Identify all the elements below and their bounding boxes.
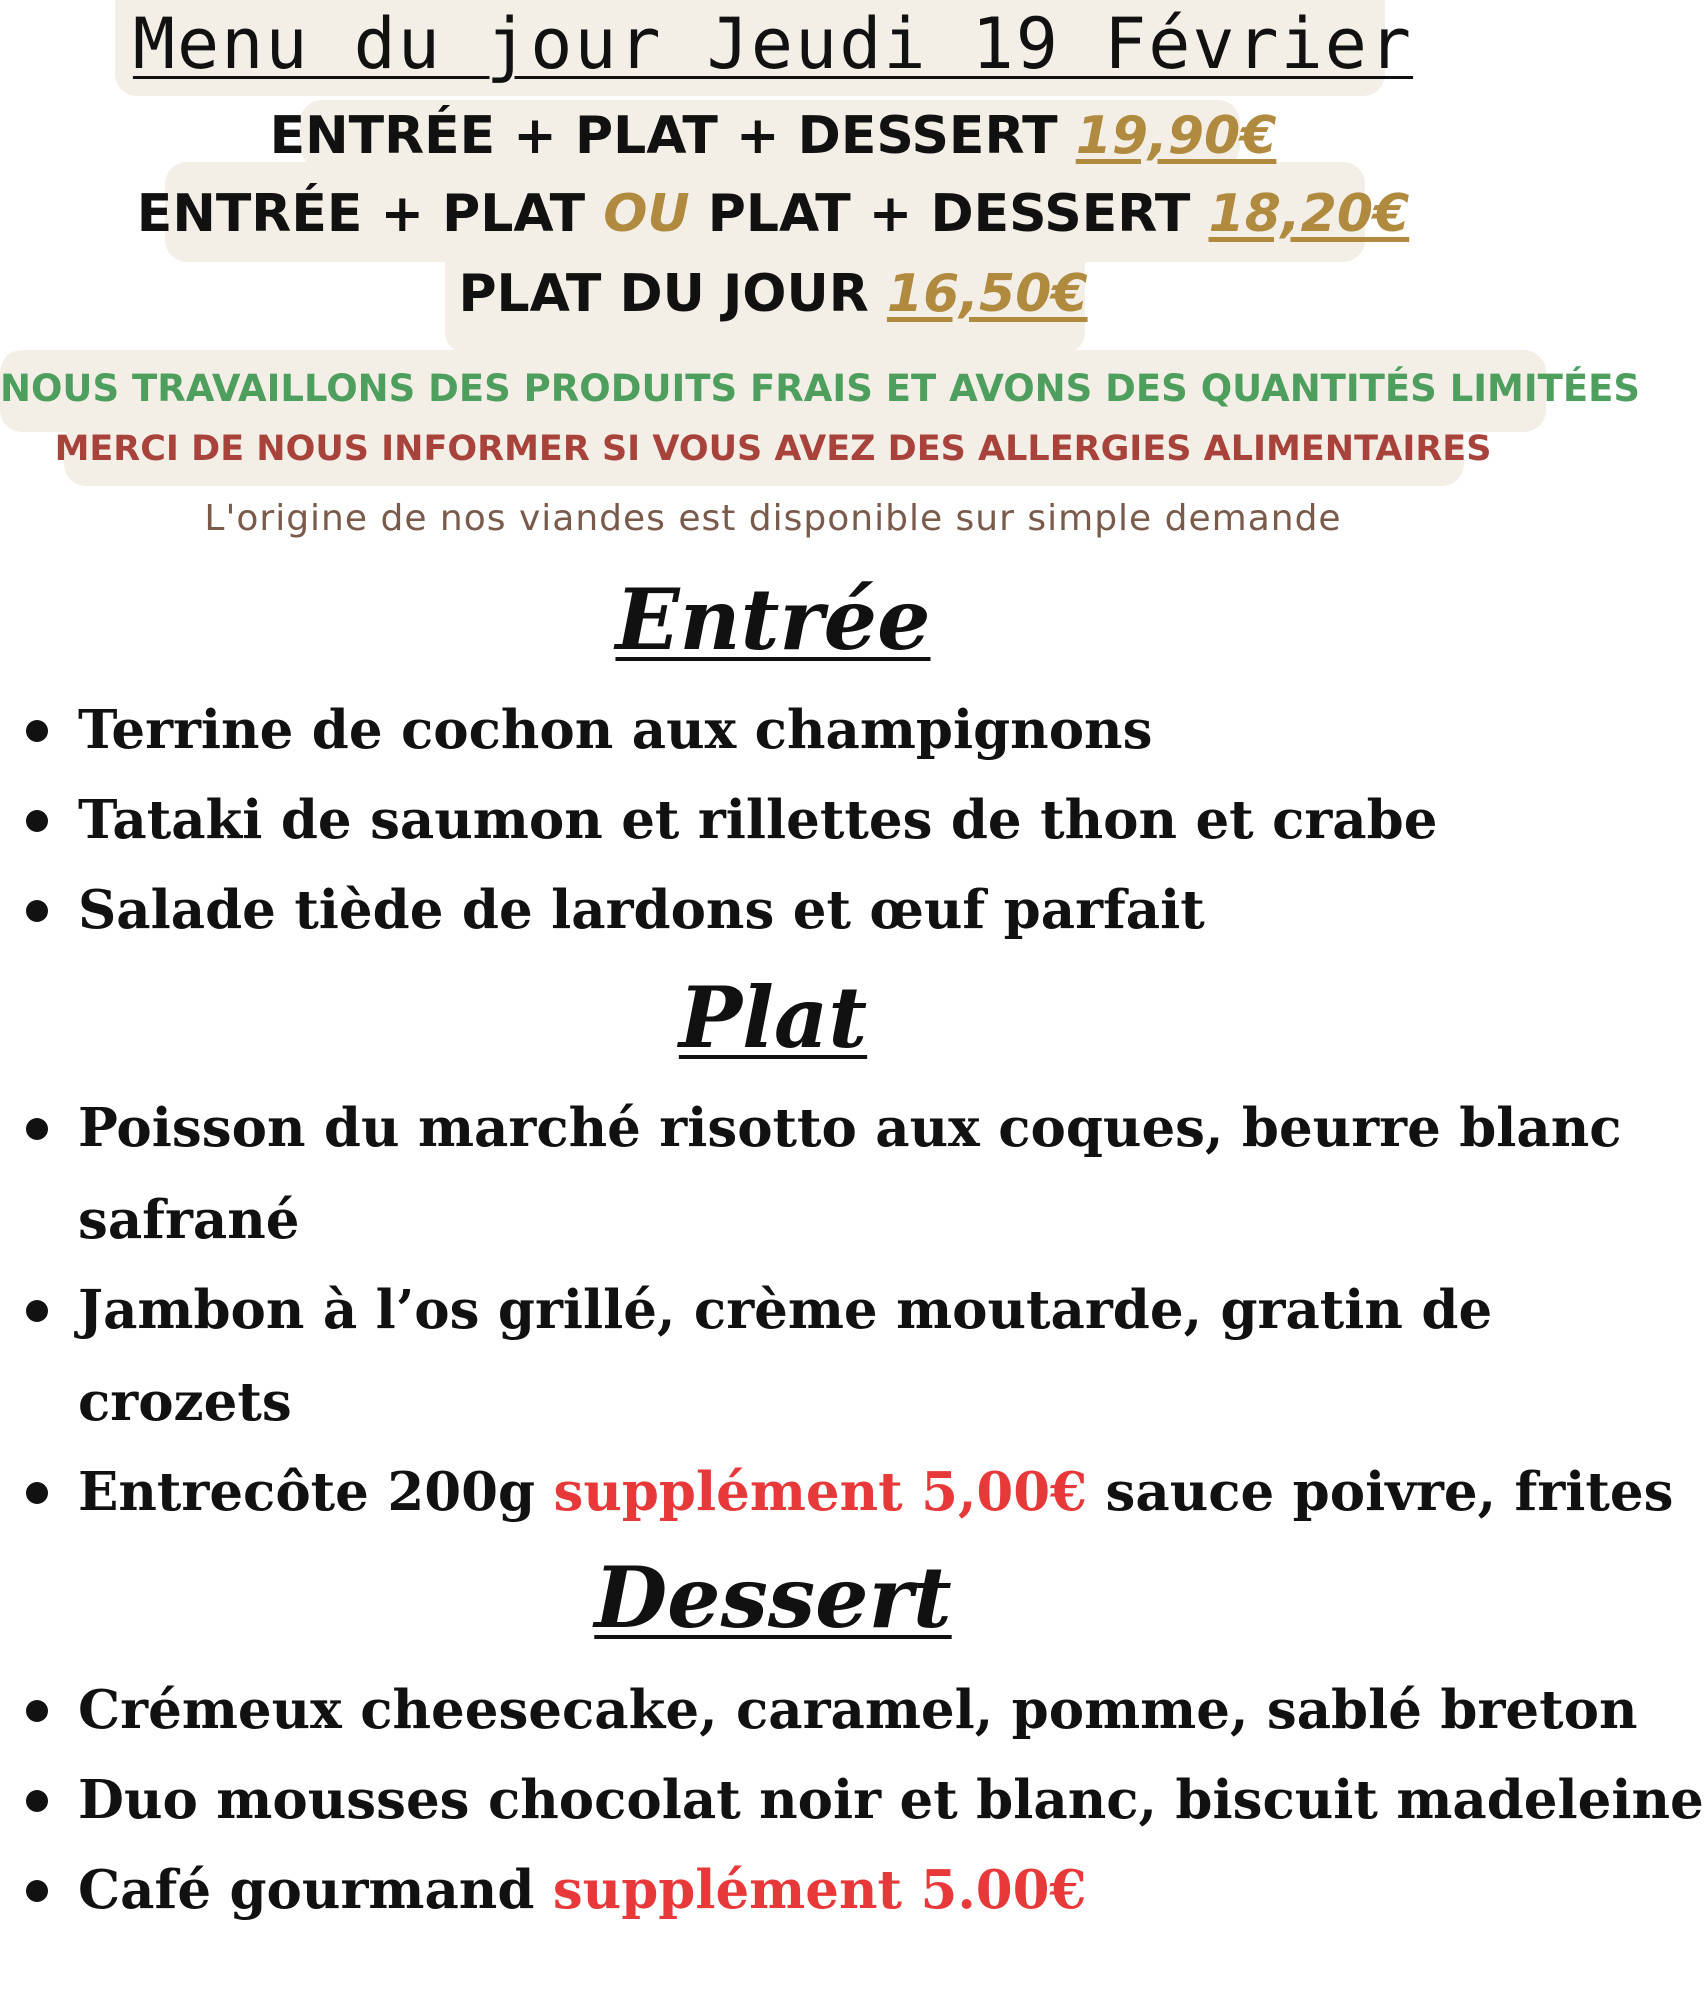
dessert-item: Duo mousses chocolat noir et blanc, biscuit madeleine — [78, 1769, 1704, 1831]
formula-entree-plat-or-plat-dessert — [0, 182, 1546, 246]
formula-price: 18,20€ — [1208, 184, 1410, 244]
plat-item-line1: Jambon à l’os grillé, crème moutarde, gratin de — [78, 1279, 1493, 1341]
entree-item: Tataki de saumon et rillettes de thon et crabe — [78, 789, 1438, 851]
item-text: Café gourmand — [78, 1859, 553, 1921]
plat-item-line1: Poisson du marché risotto aux coques, beurre blanc — [78, 1097, 1622, 1159]
meat-origin-note: L'origine de nos viandes est disponible sur simple demande — [204, 498, 1342, 539]
dessert-item — [78, 1844, 1538, 1936]
bullet-icon — [26, 1880, 48, 1902]
fresh-products-notice: NOUS TRAVAILLONS DES PRODUITS FRAIS ET AVONS DES QUANTITÉS LIMITÉES — [0, 367, 1641, 410]
plat-item — [78, 1082, 1622, 1266]
formula-price: 19,90€ — [1075, 106, 1277, 166]
bullet-icon — [26, 1700, 48, 1722]
item-text: sauce poivre, frites — [1087, 1461, 1674, 1523]
section-title-dessert: Dessert — [594, 1548, 952, 1647]
plat-item — [78, 1264, 1538, 1448]
item-text: Entrecôte 200g — [78, 1461, 554, 1523]
formula-connector: OU — [603, 184, 690, 244]
bullet-icon — [26, 1482, 48, 1504]
bullet-icon — [26, 900, 48, 922]
section-title-plat: Plat — [678, 968, 868, 1067]
bullet-icon — [26, 1300, 48, 1322]
bullet-icon — [26, 810, 48, 832]
supplement-price: supplément 5,00€ — [553, 1461, 1088, 1523]
entree-item: Salade tiède de lardons et œuf parfait — [78, 879, 1205, 941]
allergy-notice: MERCI DE NOUS INFORMER SI VOUS AVEZ DES ALLERGIES ALIMENTAIRES — [54, 429, 1492, 469]
formula-entree-plat-dessert — [0, 104, 1546, 168]
entree-item: Terrine de cochon aux champignons — [78, 699, 1153, 761]
formula-label-a: ENTRÉE + PLAT — [136, 184, 586, 244]
bullet-icon — [26, 1790, 48, 1812]
supplement-price: supplément 5.00€ — [552, 1859, 1087, 1921]
plat-item-line2: crozets — [78, 1371, 292, 1433]
formula-price: 16,50€ — [886, 264, 1088, 324]
menu-title: Menu du jour Jeudi 19 Février — [132, 3, 1414, 85]
formula-label-b: PLAT + DESSERT — [707, 184, 1191, 244]
formula-plat-du-jour — [0, 262, 1546, 326]
section-title-entree: Entrée — [615, 570, 931, 669]
formula-label: PLAT DU JOUR — [458, 264, 869, 324]
dessert-item: Crémeux cheesecake, caramel, pomme, sablé breton — [78, 1679, 1638, 1741]
bullet-icon — [26, 1118, 48, 1140]
formula-label: ENTRÉE + PLAT + DESSERT — [269, 106, 1058, 166]
bullet-icon — [26, 720, 48, 742]
plat-item-line2: safrané — [78, 1189, 300, 1251]
plat-item — [78, 1446, 1674, 1538]
